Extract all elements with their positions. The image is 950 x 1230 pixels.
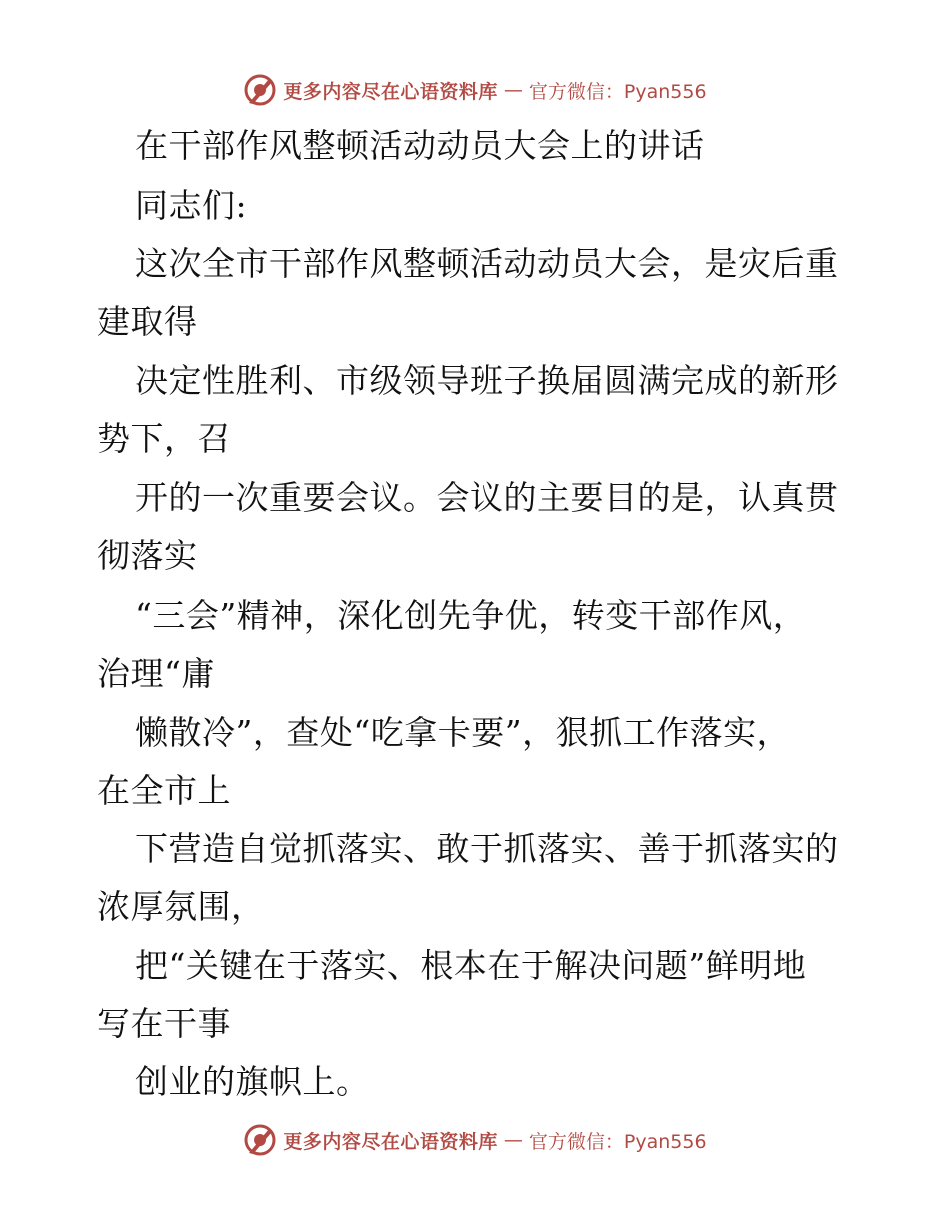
banner-dash: — <box>503 79 523 101</box>
banner-dash: — <box>503 1129 523 1151</box>
banner-contact: 官方微信：Pyan556 <box>528 1130 707 1153</box>
text-line: 懒散冷”，查处“吃拿卡要”，狠抓工作落实， <box>135 713 791 752</box>
text-line: 下营造自觉抓落实、敢于抓落实、善于抓落实的 <box>135 829 839 868</box>
text-line: 彻落实 <box>97 536 198 575</box>
text-line: “三会”精神，深化创先争优，转变干部作风， <box>135 596 807 635</box>
text-line: 这次全市干部作风整顿活动动员大会，是灾后重 <box>135 244 839 283</box>
quill-seal-icon <box>243 1123 277 1157</box>
text-line: 浓厚氛围， <box>97 887 265 926</box>
salutation: 同志们: <box>135 186 248 225</box>
banner-contact: 官方微信：Pyan556 <box>528 80 707 103</box>
text-line: 建取得 <box>97 302 198 341</box>
text-line: 写在干事 <box>97 1004 231 1043</box>
text-line: 决定性胜利、市级领导班子换届圆满完成的新形 <box>135 361 839 400</box>
document-title: 在干部作风整顿活动动员大会上的讲话 <box>135 126 705 165</box>
text-line: 创业的旗帜上。 <box>135 1062 370 1101</box>
text-line: 把“关键在于落实、根本在于解决问题”鲜明地 <box>135 946 807 985</box>
text-line: 势下，召 <box>97 419 231 458</box>
banner-site-name: 更多内容尽在心语资料库 <box>283 80 498 103</box>
header-banner <box>0 70 950 110</box>
text-line: 开的一次重要会议。会议的主要目的是，认真贯 <box>135 478 839 517</box>
banner-site-name: 更多内容尽在心语资料库 <box>283 1130 498 1153</box>
text-line: 在全市上 <box>97 771 231 810</box>
footer-banner <box>0 1120 950 1160</box>
quill-seal-icon <box>243 73 277 107</box>
text-line: 治理“庸 <box>97 654 215 693</box>
